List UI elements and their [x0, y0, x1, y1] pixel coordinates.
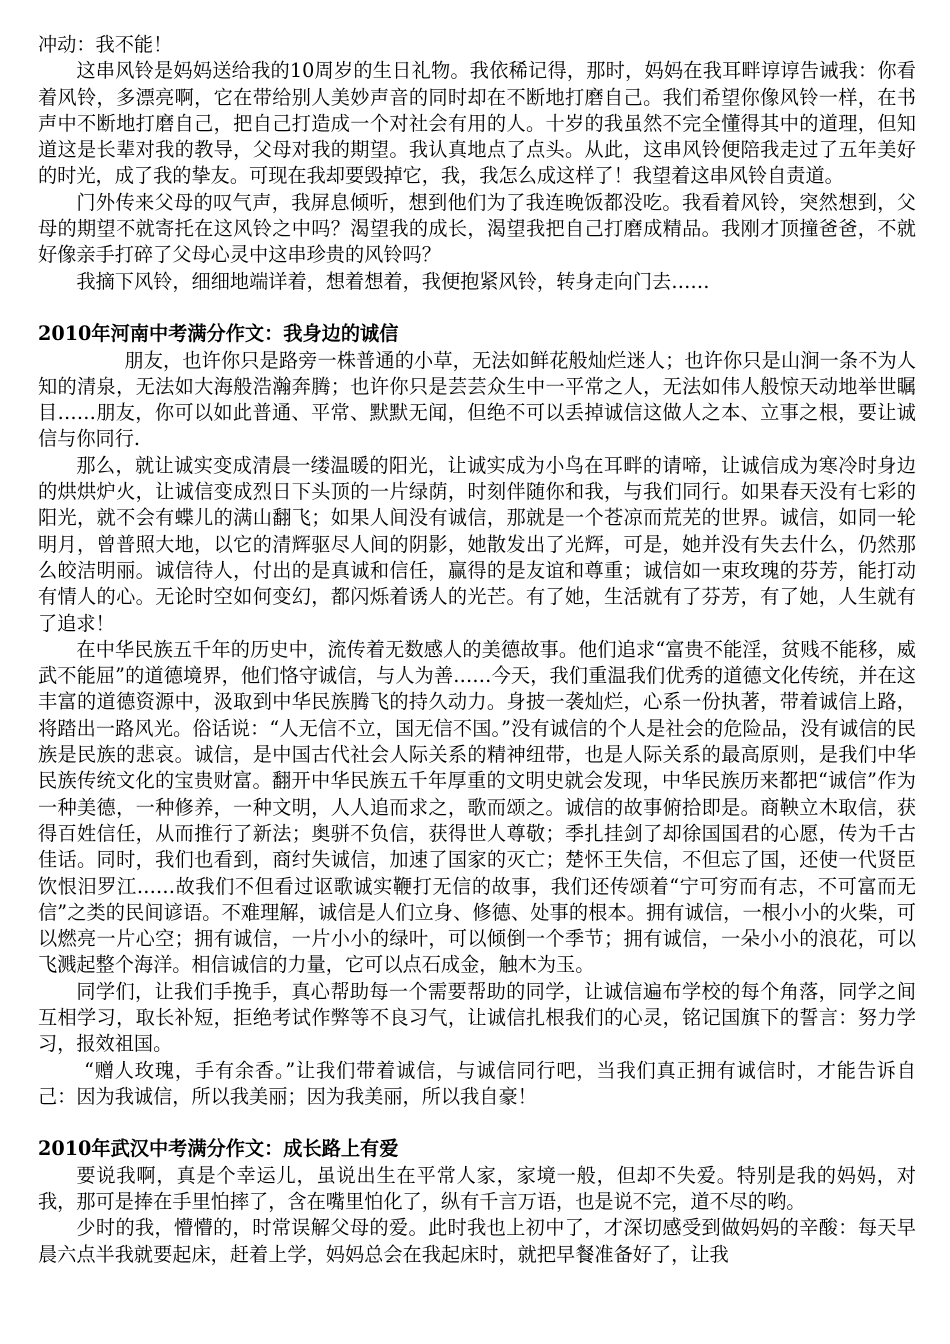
paragraph: 朋友，也许你只是路旁一株普通的小草，无法如鲜花般灿烂迷人；也许你只是山涧一条不为人知的清泉，无法如大海般浩瀚奔腾；也许你只是芸芸众生中一平常之人，无法如伟人般惊天动地举世瞩目……朋友，你可以如此普通、平常、默默无闻，但绝不可以丢掉诚信这做人之本、立事之根，要让诚信与你同行. [38, 348, 916, 451]
lead-line: 冲动：我不能！ [38, 33, 173, 56]
paragraph: 这串风铃是妈妈送给我的10周岁的生日礼物。我依稀记得，那时，妈妈在我耳畔谆谆告诫我：你看着风铃，多漂亮啊，它在带给别人美妙声音的同时却在不断地打磨自己。我们希望你像风铃一样，在书声中不断地打磨自己，把自己打造成一个对社会有用的人。十岁的我虽然不完全懂得其中的道理，但知道这是长辈对我的教导，父母对我的期望。我认真地点了点头。从此，这串风铃便陪我走过了五年美好的时光，成了我的挚友。可现在我却要毁掉它，我，我怎么成这样了！我望着这串风铃自责道。 [38, 59, 916, 188]
paragraph: 在中华民族五千年的历史中，流传着无数感人的美德故事。他们追求“富贵不能淫，贫贱不能移，威武不能屈”的道德境界，他们恪守诚信，与人为善……今天，我们重温我们优秀的道德文化传统，并在这丰富的道德资源中，汲取到中华民族腾飞的持久动力。身披一袭灿烂，心系一份执著，带着诚信上路，将踏出一路风光。俗话说：“人无信不立，国无信不国。”没有诚信的个人是社会的危险品，没有诚信的民族是民族的悲哀。诚信，是中国古代社会人际关系的精神纽带，也是人际关系的最高原则，是我们中华民族传统文化的宝贵财富。翻开中华民族五千年厚重的文明史就会发现，中华民族历来都把“诚信”作为一种美德，一种修养，一种文明，人人追而求之，歌而颂之。诚信的故事俯拾即是。商鞅立木取信，获得百姓信任，从而推行了新法；奥骈不负信，获得世人尊敬；季扎挂剑了却徐国国君的心愿，传为千古佳话。同时，我们也看到，商纣失诚信，加速了国家的灭亡；楚怀王失信，不但忘了国，还使一代贤臣饮恨汨罗江……故我们不但看过讴歌诚实鞭打无信的故事，我们还传颂着“宁可穷而有志，不可富而无信”之类的民间谚语。不难理解，诚信是人们立身、修德、处事的根本。拥有诚信，一根小小的火柴，可以燃亮一片心空；拥有诚信，一片小小的绿叶，可以倾倒一个季节；拥有诚信，一朵小小的浪花，可以飞溅起整个海洋。相信诚信的力量，它可以点石成金，触木为玉。 [38, 637, 916, 977]
paragraph: 少时的我，懵懵的，时常误解父母的爱。此时我也上初中了，才深切感受到做妈妈的辛酸：每天早晨六点半我就要起床，赶着上学，妈妈总会在我起床时，就把早餐准备好了，让我 [38, 1216, 916, 1266]
paragraph: 那么，就让诚实变成清晨一缕温暖的阳光，让诚实成为小鸟在耳畔的请啼，让诚信成为寒冷时身边的烘烘炉火，让诚信变成烈日下头顶的一片绿荫，时刻伴随你和我，与我们同行。如果春天没有七彩的阳光，就不会有蝶儿的满山翻飞；如果人间没有诚信，那就是一个苍凉而荒芜的世界。诚信，如同一轮明月，曾普照大地，以它的清辉驱尽人间的阴影，她散发出了光辉，可是，她并没有失去什么，仍然那么皎洁明丽。诚信待人，付出的是真诚和信任，赢得的是友谊和尊重；诚信如一束玫瑰的芬芳，能打动有情人的心。无论时空如何变幻，都闪烁着诱人的光芒。有了她，生活就有了芬芳，有了她，人生就有了追求！ [38, 453, 916, 635]
paragraph: 要说我啊，真是个幸运儿，虽说出生在平常人家，家境一般，但却不失爱。特别是我的妈妈，对我，那可是捧在手里怕摔了，含在嘴里怕化了，纵有千言万语，也是说不完，道不尽的哟。 [38, 1163, 916, 1214]
essay-title: 2010年河南中考满分作文：我身边的诚信 [38, 322, 399, 346]
paragraph: 门外传来父母的叹气声，我屏息倾听，想到他们为了我连晚饭都没吃。我看着风铃，突然想到，父母的期望不就寄托在这风铃之中吗？渴望我的成长，渴望我把自己打磨成精品。我刚才顶撞爸爸，不就好像亲手打碎了父母心灵中这串珍贵的风铃吗？ [38, 190, 916, 267]
paragraph: 同学们，让我们手挽手，真心帮助每一个需要帮助的同学，让诚信遍布学校的每个角落，同学之间互相学习，取长补短，拒绝考试作弊等不良习气，让诚信扎根我们的心灵，铭记国旗下的誓言：努力学习，报效祖国。 [38, 979, 916, 1056]
paragraph: “赠人玫瑰，手有余香。”让我们带着诚信，与诚信同行吧，当我们真正拥有诚信时，才能告诉自己：因为我诚信，所以我美丽；因为我美丽，所以我自豪！ [38, 1058, 916, 1108]
essay-title: 2010年武汉中考满分作文：成长路上有爱 [38, 1137, 399, 1161]
paragraph: 我摘下风铃，细细地端详着，想着想着，我便抱紧风铃，转身走向门去…… [76, 269, 710, 293]
